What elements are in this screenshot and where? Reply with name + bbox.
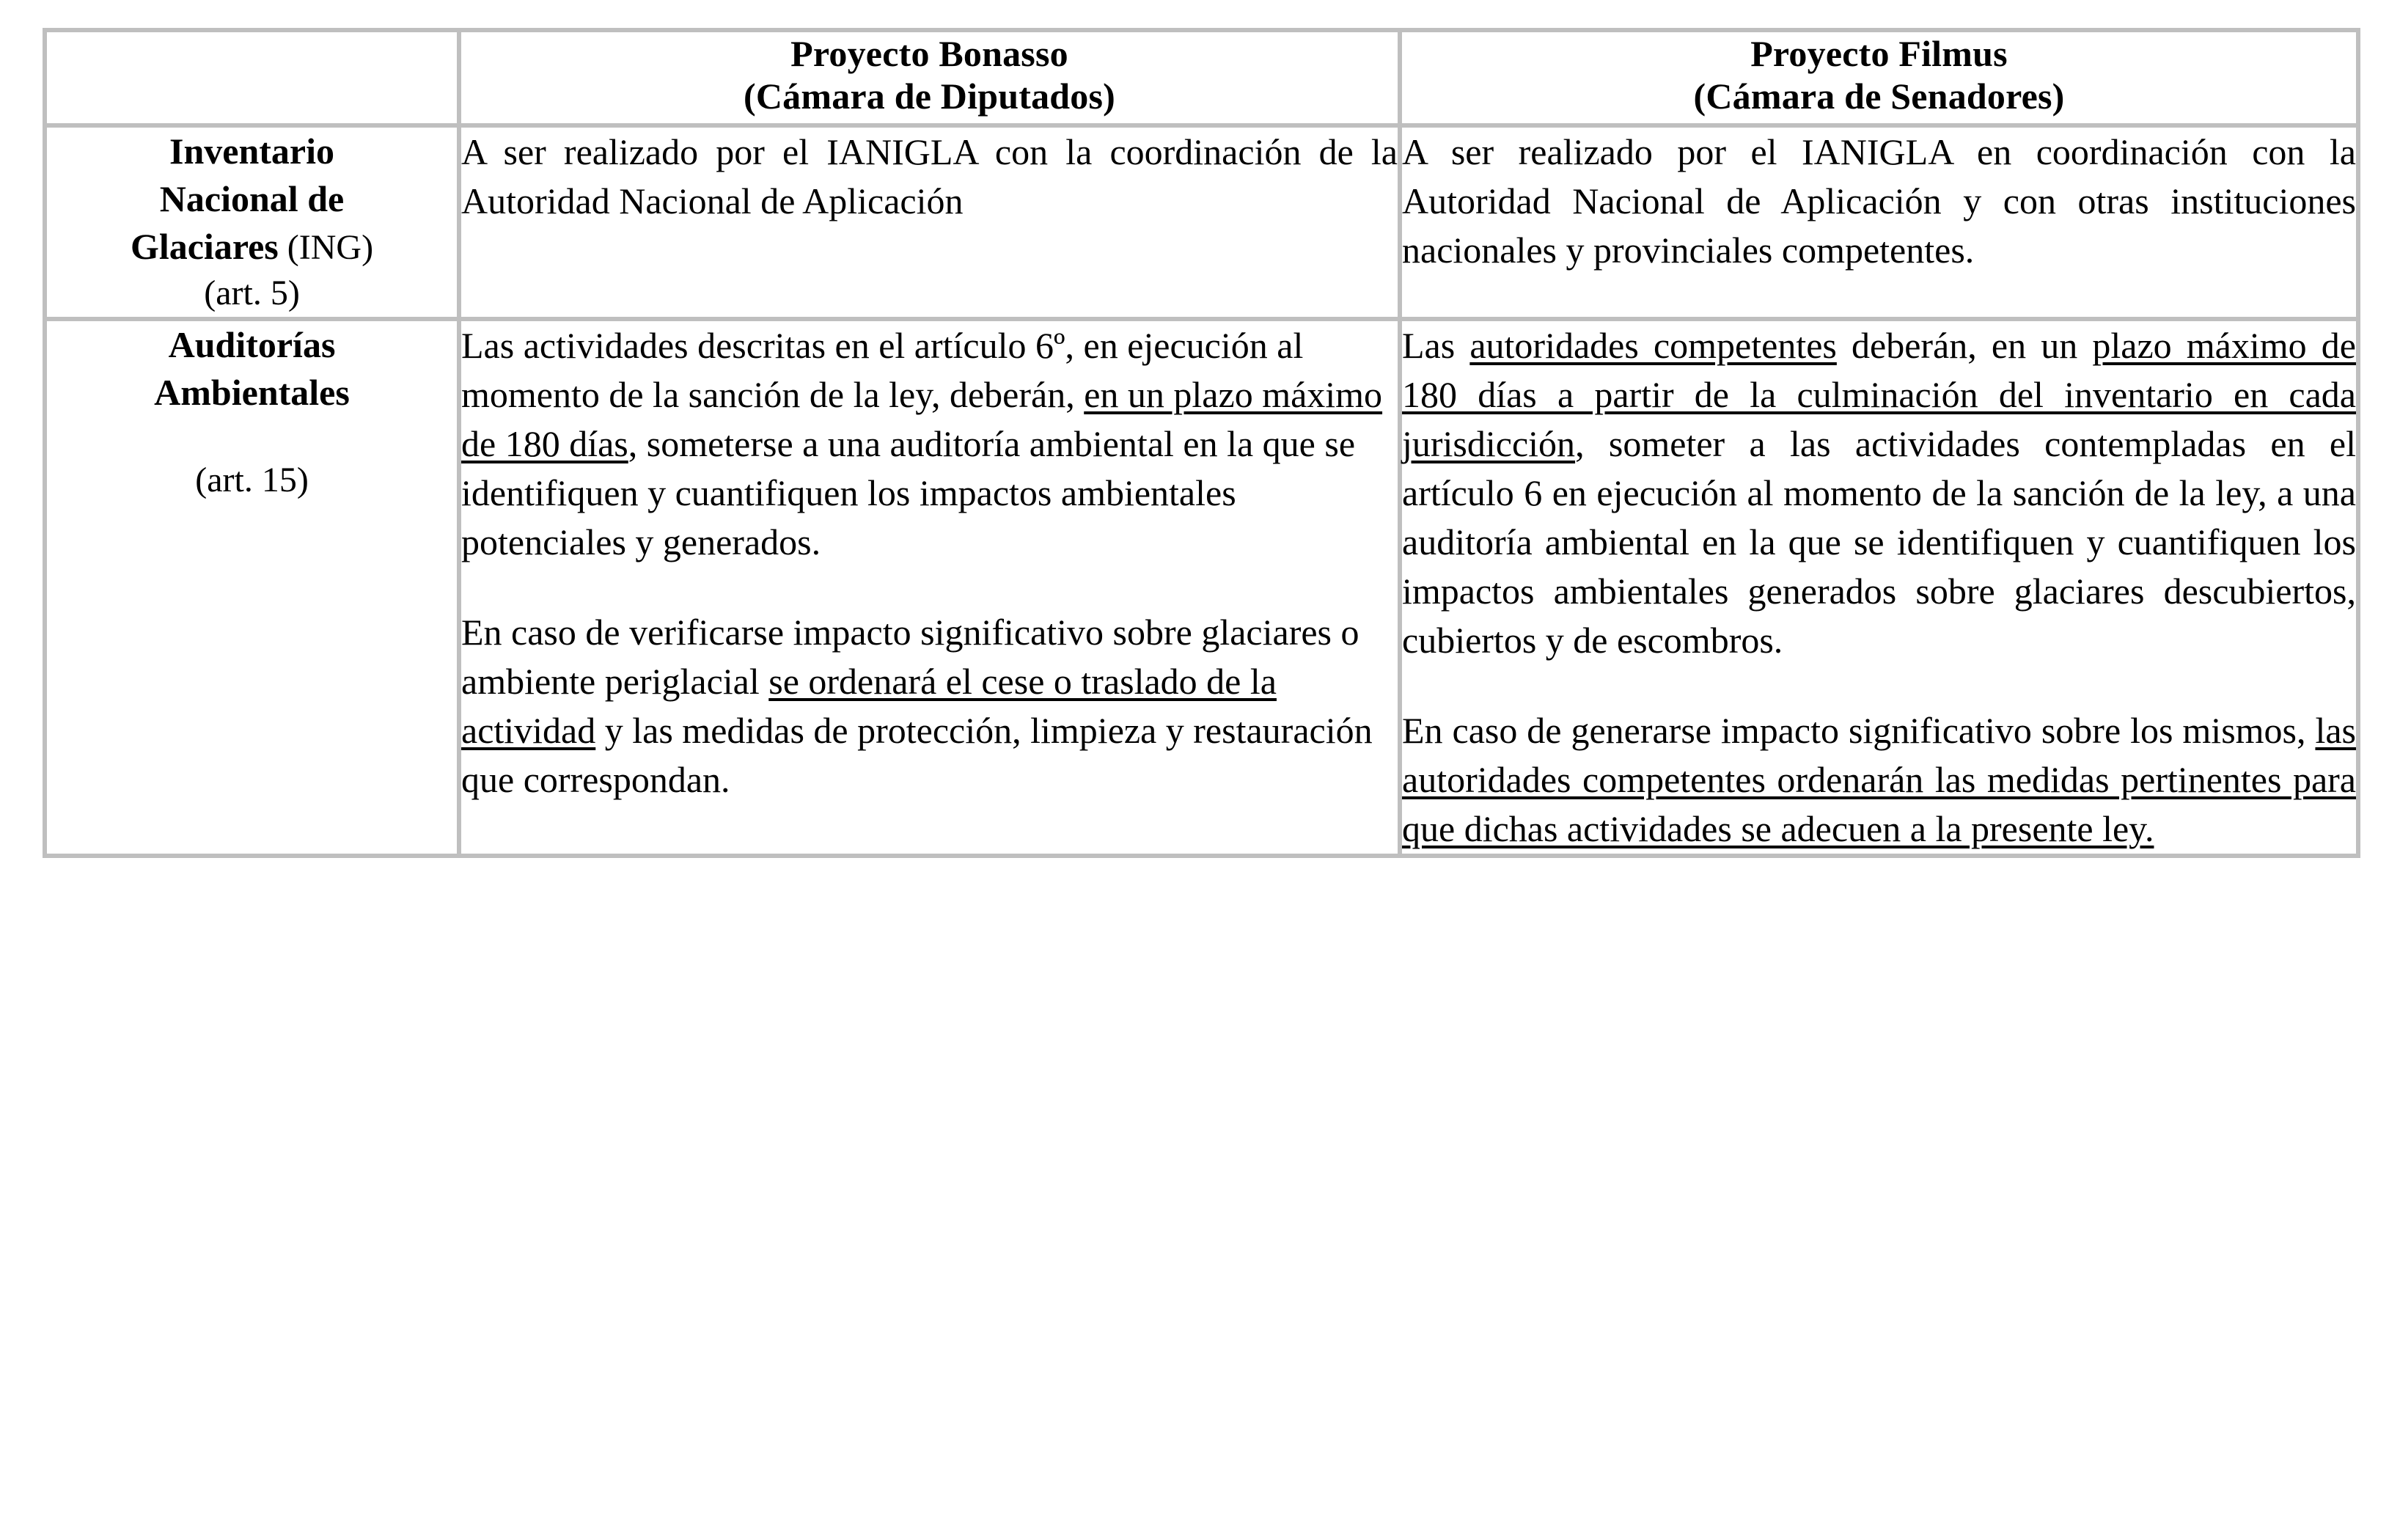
table-body — [45, 30, 2358, 856]
cell-bonasso-inventario — [459, 125, 1400, 319]
paragraph — [1402, 321, 2356, 665]
row-label-inventario — [45, 125, 459, 319]
label-article: (art. 15) — [195, 460, 309, 499]
plain-text: deberán, en un — [1836, 324, 2093, 366]
plain-text: , someterse a una auditoría ambiental en la que se identifiquen y cuantifiquen los impactos ambientales potenciales y generados. — [461, 422, 1356, 562]
paragraph — [1402, 706, 2356, 854]
label-line-1: Inventario — [169, 131, 334, 172]
paragraphs-bonasso-auditorias — [461, 321, 1398, 804]
plain-text: y las medidas de protección, limpieza y restauración que correspondan. — [461, 709, 1373, 800]
plain-text: Las — [1402, 324, 1470, 366]
label-line-2: Ambientales — [154, 371, 350, 413]
cell-bonasso-auditorias — [459, 319, 1400, 856]
paragraphs-bonasso-inventario — [461, 128, 1398, 226]
plain-text: A ser realizado por el IANIGLA con la coordinación de la Autoridad Nacional de Aplicación — [461, 131, 1398, 221]
header-filmus-title: Proyecto Filmus — [1750, 33, 2008, 74]
paragraph — [461, 608, 1398, 804]
label-block-auditorias — [47, 321, 457, 503]
plain-text: , someter a las actividades contempladas en el artículo 6 en ejecución al momento de la sanción de la ley, a una auditoría ambiental en la que se identifiquen y cuantifiquen los impactos ambientales generados sobre glaciares descubiertos, cubiertos y de escombros. — [1402, 422, 2356, 661]
header-filmus-subtitle: (Cámara de Senadores) — [1693, 76, 2065, 117]
table-row — [45, 125, 2358, 319]
cell-filmus-inventario — [1400, 125, 2358, 319]
label-line-1: Auditorías — [168, 323, 336, 365]
comparison-table — [43, 28, 2360, 858]
header-bonasso-title: Proyecto Bonasso — [790, 33, 1068, 74]
paragraph — [1402, 128, 2356, 275]
table-header-row — [45, 30, 2358, 125]
underlined-text: se ordenará el cese o traslado de la actividad — [461, 660, 1277, 751]
plain-text: En caso de verificarse impacto significativo sobre glaciares o ambiente periglacial — [461, 611, 1359, 702]
label-acronym: (ING) — [278, 228, 374, 267]
label-line-3: Glaciares — [130, 226, 279, 267]
label-spacer — [47, 417, 457, 458]
header-cell-bonasso — [459, 30, 1400, 125]
header-cell-filmus — [1400, 30, 2358, 125]
header-cell-empty — [45, 30, 459, 125]
row-label-auditorias — [45, 319, 459, 856]
label-line-2: Nacional de — [159, 178, 345, 219]
underlined-text: en un plazo máximo de 180 días — [461, 373, 1383, 464]
plain-text: Las actividades descritas en el artículo 6º, en ejecución al momento de la sanción de la ley, deberán, — [461, 324, 1304, 415]
underlined-text: plazo máximo de 180 días a partir de la culminación del inventario en cada jurisdicción — [1402, 324, 2356, 464]
table-row — [45, 319, 2358, 856]
paragraphs-filmus-auditorias — [1402, 321, 2356, 854]
paragraph — [461, 321, 1398, 567]
label-block-inventario — [47, 128, 457, 317]
cell-filmus-auditorias — [1400, 319, 2358, 856]
paragraphs-filmus-inventario — [1402, 128, 2356, 275]
paragraph — [461, 128, 1398, 226]
underlined-text: autoridades competentes — [1469, 324, 1837, 366]
plain-text: A ser realizado por el IANIGLA en coordinación con la Autoridad Nacional de Aplicación y con otras instituciones nacionales y provinciales competentes. — [1402, 131, 2356, 271]
label-article: (art. 5) — [204, 274, 300, 313]
underlined-text: las autoridades competentes ordenarán las medidas pertinentes para que dichas actividades se adecuen a la presente ley. — [1402, 709, 2356, 849]
plain-text: En caso de generarse impacto significativo sobre los mismos, — [1402, 709, 2316, 751]
header-bonasso-subtitle: (Cámara de Diputados) — [744, 76, 1115, 117]
